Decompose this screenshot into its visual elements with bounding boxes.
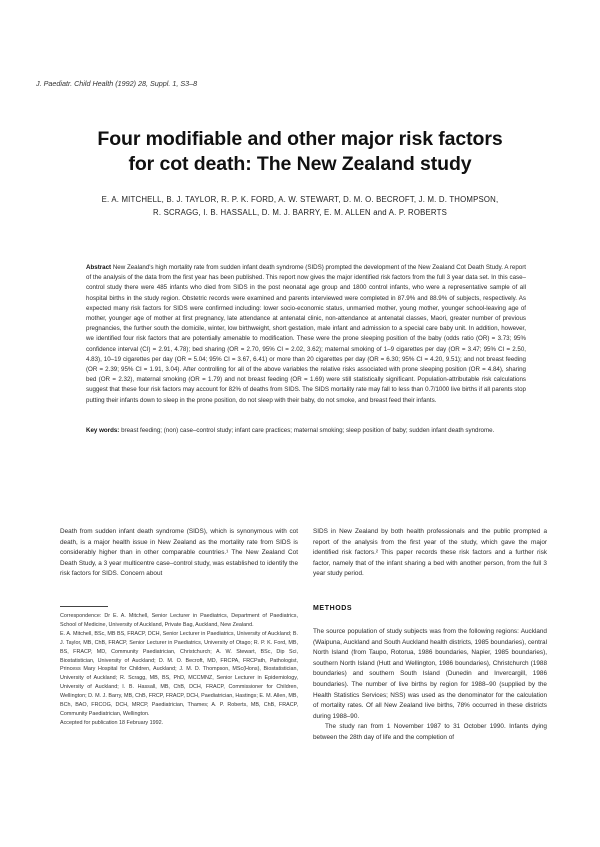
article-title bbox=[60, 127, 540, 177]
accepted-date: Accepted for publication 18 February 1992. bbox=[60, 719, 164, 726]
intro-right-column bbox=[313, 527, 547, 580]
methods-column bbox=[313, 627, 547, 744]
footnote-divider bbox=[60, 606, 108, 607]
title-line-1: Four modifiable and other major risk factors bbox=[97, 128, 503, 150]
keywords-label: Key words: bbox=[86, 427, 120, 434]
methods-heading: METHODS bbox=[313, 605, 353, 612]
correspondence-address: Correspondence: Dr E. A. Mitchell, Senior Lecturer in Paediatrics, Department of Paediatrics, School of Medicine, University of Auckland, Private Bag, Auckland, New Zealand. bbox=[60, 613, 298, 628]
abstract-label: Abstract bbox=[86, 264, 112, 271]
keywords-text: breast feeding; (non) case–control study; infant care practices; maternal smoking; sleep position of baby; sudden infant death syndrome. bbox=[121, 427, 495, 434]
abstract-block bbox=[86, 263, 526, 406]
intro-paragraph-right: SIDS in New Zealand by both health professionals and the public prompted a report of the analysis from the first year of the study, which gave the major identified risk factors.² This paper records these risk factors and a further risk factor, namely that of the infant sharing a bed with another person, from the full 3 year study period. bbox=[313, 528, 547, 578]
methods-paragraph-2: The study ran from 1 November 1987 to 31 October 1990. Infants dying between the 28th day of life and the completion of bbox=[313, 723, 547, 741]
intro-paragraph-left: Death from sudden infant death syndrome (SIDS), which is synonymous with cot death, is a major health issue in New Zealand as the mortality rate from SIDS is considerably higher than in other comparable countries.¹ The New Zealand Cot Death Study, a 3 year multicentre case–control study, was established to identify the risk factors for SIDS. Concern about bbox=[60, 528, 298, 578]
authors-line-2: R. SCRAGG, I. B. HASSALL, D. M. J. BARRY, E. M. ALLEN and A. P. ROBERTS bbox=[153, 208, 447, 217]
journal-citation: J. Paediatr. Child Health (1992) 28, Suppl. 1, S3–8 bbox=[36, 79, 198, 88]
authors-line-1: E. A. MITCHELL, B. J. TAYLOR, R. P. K. FORD, A. W. STEWART, D. M. O. BECROFT, J. M. D. THOMPSON, bbox=[101, 195, 499, 204]
author-list bbox=[70, 193, 530, 219]
intro-left-column bbox=[60, 527, 298, 580]
methods-paragraph-1: The source population of study subjects was from the following regions: Auckland (Waipuna, Auckland and South Auckland health districts, 1985 boundaries), central North Island (from Taupo, Rotorua, 1986 boundaries, Napier, 1985 boundaries), southern North Island (Hutt and Wellington, 1986 boundaries), Christchurch (1988 boundaries) and southern South Island (Dunedin and Invercargill, 1986 boundaries). The number of live births by region for 1988–90 (supplied by the Health Statistics Services; NSS) was used as the denominator for the calculation of mortality rates. Of all New Zealand live births, 78% occurred in these districts during 1988–90. bbox=[313, 628, 547, 720]
abstract-text: New Zealand's high mortality rate from sudden infant death syndrome (SIDS) prompted the development of the New Zealand Cot Death Study. A report of the analysis of the data from the first year has been published. This report now gives the major identified risk factors from the full 3 year data set. In this case–control study there were 485 infants who died from SIDS in the post neonatal age group and 1800 control infants, who were a representative sample of all hospital births in the study region. Obstetric records were examined and parents interviewed were completed in 87.9% and 88.9% of subjects, respectively. As expected many risk factors for SIDS were confirmed including: lower socio-economic status, unmarried mother, young mother, younger school-leaving age of mother, younger age of mother at first pregnancy, late attendance at antenatal clinic, non-attendance at antenatal classes, Maori, greater number of previous pregnancies, the further south the domicile, winter, low birthweight, short gestation, male infant and admission to a special care baby unit. In addition, however, we identified four risk factors that are potentially amenable to modification. These were the prone sleeping position of the baby (odds ratio (OR) = 3.73; 95% confidence interval (CI) = 2.91, 4.78); bed sharing (OR = 2.70, 95% CI = 2.02, 3.62); maternal smoking of 1–9 cigarettes per day (OR = 3.47; 95% CI = 2.50, 4.83), 10–19 cigarettes per day (OR = 5.04; 95% CI = 3.67, 6.41) or more than 20 cigarettes per day (OR = 6.30; 95% CI = 4.20, 9.51); and not breast feeding (OR = 2.39; 95% CI = 1.91, 3.04). After controlling for all of the above variables the relative risks associated with prone sleeping position (OR = 4.84), sharing bed (OR = 2.32), maternal smoking (OR = 1.79) and not breast feeding (OR = 1.69) were still statistically significant. Population-attributable risk calculations suggest that these four risk factors may account for 82% of deaths from SIDS. The SIDS mortality rate may fall to less than 0.7/1000 live births if all parents stop putting their infants down to sleep in the prone position, do not sleep with their baby, do not smoke, and breast feed their infants. bbox=[86, 264, 526, 404]
title-line-2: for cot death: The New Zealand study bbox=[128, 153, 472, 175]
author-affiliations: E. A. Mitchell, BSc, MB BS, FRACP, DCH, Senior Lecturer in Paediatrics, University of Auckland; B. J. Taylor, MB, ChB, FRACP, Senior Lecturer in Paediatrics, University of Otago; R. P. K. Ford, MB, BS, FRACP, MD, Community Paediatrician, Christchurch; A. W. Stewart, BSc, Dip Sci, Biostatistician, University of Auckland; D. M. O. Becroft, MD, FRCPA, FRCPath, Pathologist, Princess Mary Hospital for Children, Auckland; J. M. D. Thompson, MSc(Hons), Biostatistician, University of Auckland; R. Scragg, MB, BS, PhD, MCCMNZ, Senior Lecturer in Epidemiology, University of Auckland; I. B. Hassall, MB, ChB, DCH, FRACP, Commissioner for Children, Wellington; D. M. J. Barry, MB, ChB, FRCP, FRACP, DCH, Paediatrician, Hastings; E. M. Allen, MB, BCh, BAO, FRCOG, DCH, MRCP, Paediatrician, Thames; A. P. Roberts, MB, ChB, FRACP, Community Paediatrician, Wellington. bbox=[60, 630, 298, 717]
correspondence-footnote bbox=[60, 612, 298, 728]
keywords-block bbox=[86, 426, 526, 436]
